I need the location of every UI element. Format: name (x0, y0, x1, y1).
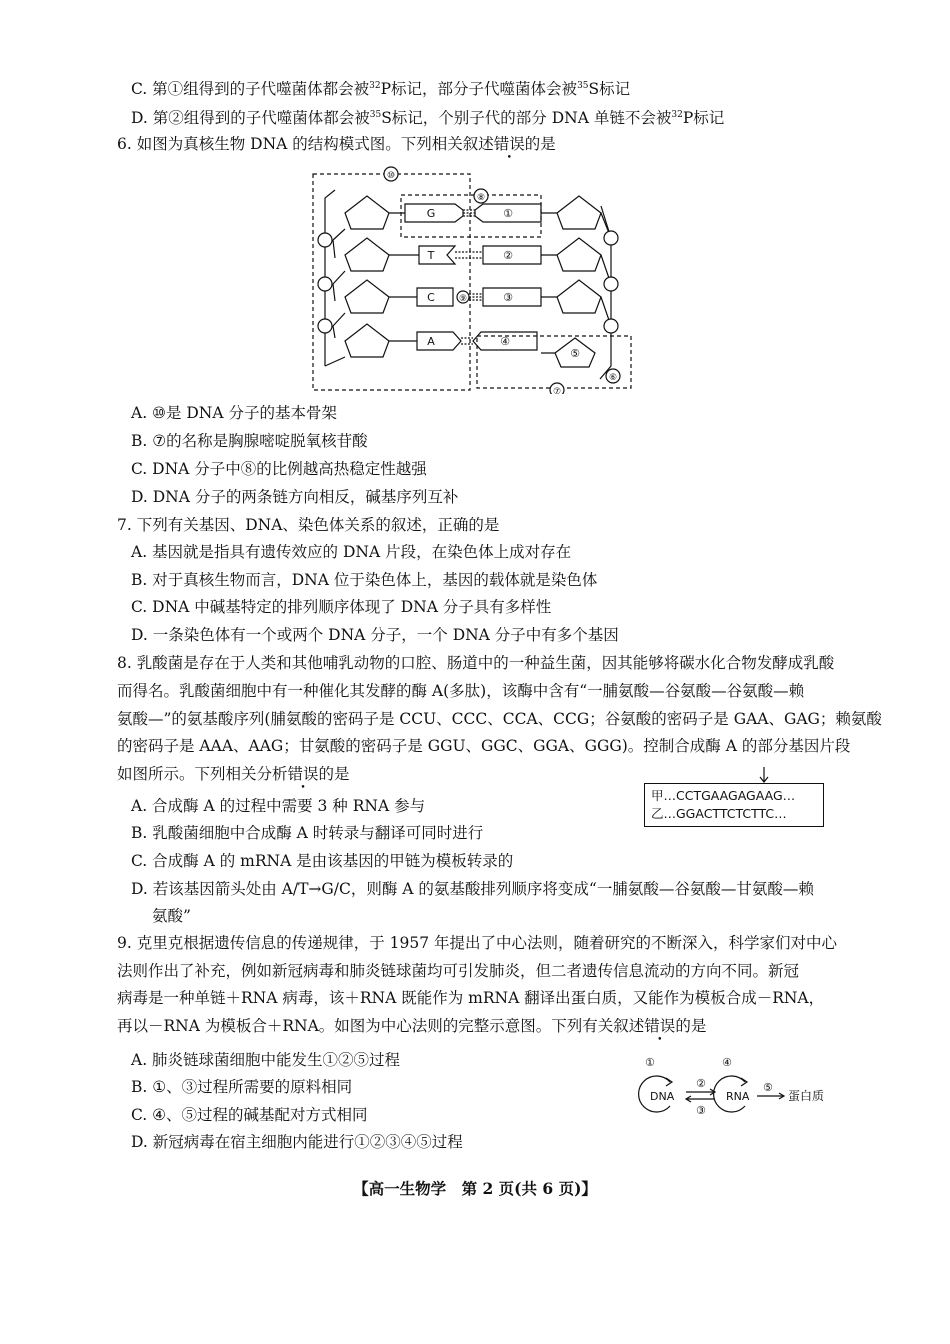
q8-option-c: C. 合成酶 A 的 mRNA 是由该基因的甲链为模板转录的 (131, 852, 514, 870)
label-9: ⑨ (458, 294, 468, 304)
q9-stem-line-1: 9. 克里克根据遗传信息的传递规律，于 1957 年提出了中心法则，随着研究的不断深入，科学家们对中心 (117, 934, 838, 952)
q9-stem-line-4: 再以－RNA 为模板合＋RNA。如图为中心法则的完整示意图。下列有关叙述错误的是 (117, 1017, 707, 1035)
q6-option-a: A. ⑩是 DNA 分子的基本骨架 (131, 404, 337, 422)
label-8: ⑧ (476, 193, 486, 203)
label-7: ⑦ (552, 387, 562, 394)
process-3-label: ③ (696, 1104, 706, 1117)
q8-option-d: D. 若该基因箭头处由 A/T→G/C，则酶 A 的氨基酸排列顺序将变成“一脯氨酸—谷氨酸—甘氨酸—赖 (131, 880, 814, 898)
q6-option-d: D. DNA 分子的两条链方向相反，碱基序列互补 (131, 488, 459, 506)
q8-option-d-cont: 氨酸” (152, 907, 191, 925)
q7-option-c: C. DNA 中碱基特定的排列顺序体现了 DNA 分子具有多样性 (131, 598, 552, 616)
q8-option-b: B. 乳酸菌细胞中合成酶 A 时转录与翻译可同时进行 (131, 824, 484, 842)
base-a: A (427, 335, 435, 348)
label-2: ② (503, 249, 513, 262)
q9-option-c: C. ④、⑤过程的碱基配对方式相同 (131, 1106, 368, 1124)
label-4: ④ (500, 335, 510, 348)
q8-stem-line-2: 而得名。乳酸菌细胞中有一种催化其发酵的酶 A(多肽)，该酶中含有“一脯氨酸—谷氨酸—谷氨酸—赖 (117, 682, 805, 700)
process-1-label: ① (645, 1056, 655, 1069)
q7-option-b: B. 对于真核生物而言，DNA 位于染色体上，基因的载体就是染色体 (131, 571, 598, 589)
process-4-label: ④ (722, 1056, 732, 1069)
base-t: T (427, 249, 435, 262)
q7-stem: 7. 下列有关基因、DNA、染色体关系的叙述，正确的是 (117, 516, 500, 534)
base-c: C (427, 291, 435, 304)
process-5-label: ⑤ (763, 1081, 773, 1094)
q6-option-c: C. DNA 分子中⑧的比例越高热稳定性越强 (131, 460, 427, 478)
q7-option-a: A. 基因就是指具有遗传效应的 DNA 片段，在染色体上成对存在 (131, 543, 572, 561)
protein-label: 蛋白质 (788, 1089, 825, 1103)
q8-stem-line-4: 的密码子是 AAA、AAG；甘氨酸的密码子是 GGU、GGC、GGA、GGG)。控制合成酶 A 的部分基因片段 (117, 737, 851, 755)
q6-option-b: B. ⑦的名称是胸腺嘧啶脱氧核苷酸 (131, 432, 368, 450)
q9-stem-line-3: 病毒是一种单链＋RNA 病毒，该＋RNA 既能作为 mRNA 翻译出蛋白质，又能作为模板合成－RNA， (117, 989, 825, 1007)
label-1: ① (503, 207, 513, 220)
gene-sequence-box (644, 783, 824, 827)
q8-option-a: A. 合成酶 A 的过程中需要 3 种 RNA 参与 (131, 797, 426, 815)
rna-label: RNA (726, 1090, 750, 1103)
q5-option-c: C. 第①组得到的子代噬菌体都会被$^{32}$P标记，部分子代噬菌体会被$^{35}$S标记 (131, 80, 631, 98)
q9-option-a: A. 肺炎链球菌细胞中能发生①②⑤过程 (131, 1051, 401, 1069)
down-arrow-icon (759, 767, 769, 783)
label-10: ⑩ (386, 171, 396, 181)
q9-stem-line-2: 法则作出了补充，例如新冠病毒和肺炎链球菌均可引发肺炎，但二者遗传信息流动的方向不同。新冠 (117, 962, 800, 980)
label-5: ⑤ (570, 347, 580, 360)
q9-option-b: B. ①、③过程所需要的原料相同 (131, 1078, 353, 1096)
dna-structure-diagram (305, 166, 635, 394)
q8-stem-line-1: 8. 乳酸菌是存在于人类和其他哺乳动物的口腔、肠道中的一种益生菌，因其能够将碳水化合物发酵成乳酸 (117, 654, 835, 672)
q8-stem-line-3: 氨酸—”的氨基酸序列(脯氨酸的密码子是 CCU、CCC、CCA、CCG；谷氨酸的密码子是 GAA、GAG；赖氨酸 (117, 710, 882, 728)
q8-stem-line-5: 如图所示。下列相关分析错误的是 (117, 765, 350, 783)
label-6: ⑥ (608, 373, 618, 383)
q7-option-d: D. 一条染色体有一个或两个 DNA 分子，一个 DNA 分子中有多个基因 (131, 626, 619, 644)
dna-label: DNA (650, 1090, 675, 1103)
base-g: G (426, 207, 436, 220)
page-footer: 【高一生物学 第 2 页(共 6 页)】 (353, 1179, 597, 1198)
process-2-label: ② (696, 1077, 706, 1090)
q6-stem: 6. 如图为真核生物 DNA 的结构模式图。下列相关叙述错误的是 (117, 135, 556, 153)
label-3: ③ (503, 291, 513, 304)
q9-option-d: D. 新冠病毒在宿主细胞内能进行①②③④⑤过程 (131, 1133, 463, 1151)
q5-option-d: D. 第②组得到的子代噬菌体都会被$^{35}$S标记，个别子代的部分 DNA 单链不会被$^{32}$P标记 (131, 109, 725, 127)
central-dogma-diagram (630, 1054, 840, 1122)
sequence-strand-yi: 乙…GGACTTCTCTTC… (651, 806, 787, 821)
sequence-strand-jia: 甲…CCTGAAGAGAAG… (651, 788, 796, 803)
